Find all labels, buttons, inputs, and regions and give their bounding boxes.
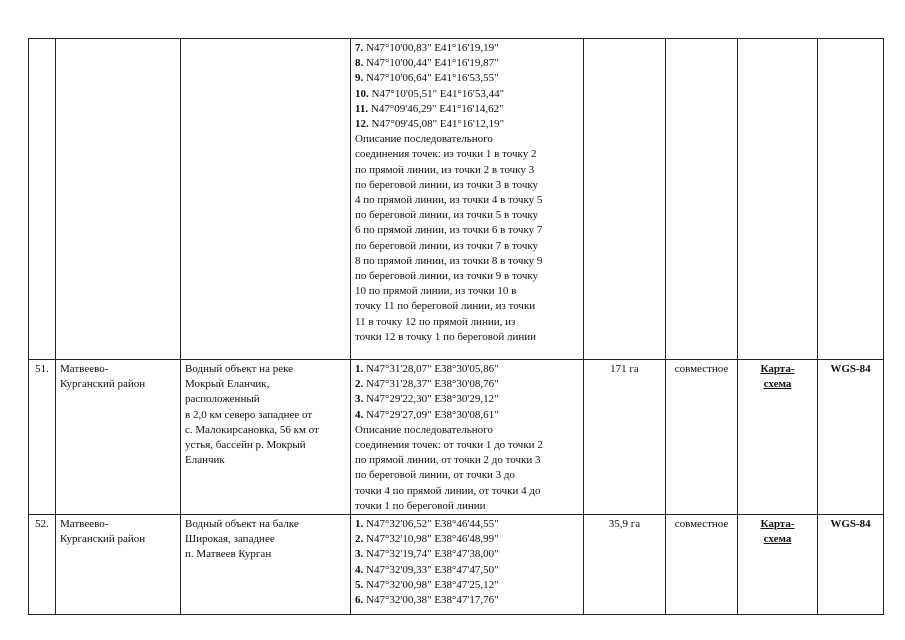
- text-line: соединения точек: от точки 1 до точки 2: [355, 439, 543, 452]
- text-line: 4 по прямой линии, из точки 4 в точку 5: [355, 194, 543, 207]
- coordinate-point: [355, 41, 579, 56]
- cell-area: [584, 39, 666, 360]
- text-line: Водный объект на балке: [185, 518, 299, 531]
- point-coordinates: N47°29'27,09" E38°30'08,61": [363, 408, 499, 421]
- coordinate-point: [355, 362, 579, 377]
- cell-use-type: [666, 39, 738, 360]
- row-number: 51.: [29, 360, 56, 515]
- text-line: Водный объект на реке: [185, 363, 294, 375]
- coordinate-points-list: [355, 362, 579, 423]
- point-number: 2.: [355, 378, 364, 391]
- point-coordinates: N47°09'46,29" E41°16'14,62": [368, 102, 504, 115]
- point-coordinates: N47°09'45,08" E41°16'12,19": [368, 118, 505, 131]
- text-line: Описание последовательного: [355, 133, 493, 146]
- use-type: совместное: [666, 360, 738, 515]
- table-row: [29, 360, 884, 515]
- cell-coordinates: [351, 515, 584, 615]
- water-objects-table: [28, 38, 884, 615]
- text-line: Еланчик: [185, 454, 225, 467]
- district-lines: [60, 362, 176, 392]
- text-line: Курганский район: [60, 533, 146, 546]
- text-line: по береговой линии, от точки 3 до: [355, 469, 516, 482]
- point-coordinates: N47°32'10,98" E38°46'48,99": [363, 533, 499, 546]
- text-line: Курганский район: [60, 378, 146, 391]
- text-line: Описание последовательного: [355, 423, 493, 436]
- coordinate-point: [355, 377, 579, 392]
- text-line: 10 по прямой линии, из точки 10 в: [355, 285, 517, 298]
- text-line: схема: [763, 533, 792, 546]
- water-object-description: [181, 515, 351, 615]
- text-line: по береговой линии, из точки 5 в точку: [355, 209, 539, 222]
- object-lines: [185, 517, 346, 563]
- object-lines: [185, 362, 346, 468]
- coordinate-system: WGS-84: [818, 360, 884, 515]
- coordinate-point: [355, 547, 579, 562]
- text-line: Матвеево-: [60, 363, 109, 375]
- text-line: точки 12 в точку 1 по береговой линии: [355, 330, 537, 343]
- text-line: расположенный: [185, 393, 260, 406]
- text-line: схема: [763, 378, 792, 391]
- cell-map: [738, 360, 818, 515]
- coordinate-point: [355, 392, 579, 407]
- coordinate-point: [355, 117, 579, 132]
- point-number: 2.: [355, 533, 364, 546]
- point-coordinates: N47°10'00,83" E41°16'19,19": [363, 42, 499, 54]
- text-line: точки 4 по прямой линии, от точки 4 до: [355, 484, 541, 497]
- point-coordinates: N47°10'00,44" E41°16'19,87": [363, 57, 499, 70]
- point-coordinates: N47°31'28,07" E38°30'05,86": [363, 363, 499, 375]
- text-line: точку 11 по береговой линии, из точки: [355, 300, 536, 313]
- coordinate-point: [355, 87, 579, 102]
- point-number: 9.: [355, 72, 364, 85]
- text-line: соединения точек: из точки 1 в точку 2: [355, 148, 537, 161]
- coordinate-point: [355, 517, 579, 532]
- text-line: по береговой линии, из точки 7 в точку: [355, 239, 539, 252]
- district-lines: [60, 517, 176, 547]
- cell-coordinates: [351, 360, 584, 515]
- text-line: 11 в точку 12 по прямой линии, из: [355, 315, 516, 328]
- point-number: 11.: [355, 102, 369, 115]
- table-row: [29, 515, 884, 615]
- text-line: с. Малокирсановка, 56 км от: [185, 423, 319, 436]
- cell-map: [738, 515, 818, 615]
- point-coordinates: N47°32'09,33" E38°47'47,50": [363, 563, 499, 576]
- text-line: Матвеево-: [60, 518, 109, 531]
- cell-object: [181, 39, 351, 360]
- point-coordinates: N47°10'05,51" E41°16'53,44": [368, 87, 505, 100]
- point-number: 8.: [355, 57, 364, 70]
- coordinate-points-list: [355, 517, 579, 608]
- point-number: 1.: [355, 518, 364, 531]
- use-type: совместное: [666, 515, 738, 615]
- area-value: 35,9 га: [584, 515, 666, 615]
- cell-map: [738, 39, 818, 360]
- point-number: 1.: [355, 363, 364, 375]
- point-coordinates: N47°10'06,64" E41°16'53,55": [363, 72, 499, 85]
- text-line: по прямой линии, от точки 2 до точки 3: [355, 454, 541, 467]
- text-line: Карта-: [760, 363, 795, 375]
- point-coordinates: N47°29'22,30" E38°30'29,12": [363, 393, 499, 406]
- district-name: [56, 360, 181, 515]
- point-number: 5.: [355, 578, 364, 591]
- text-line: точки 1 по береговой линии: [355, 499, 486, 512]
- coordinate-point: [355, 102, 579, 117]
- text-line: Широкая, западнее: [185, 533, 275, 546]
- text-line: в 2,0 км северо западнее от: [185, 408, 313, 421]
- text-line: по береговой линии, из точки 3 в точку: [355, 178, 539, 191]
- text-line: Мокрый Еланчик,: [185, 378, 270, 391]
- coordinate-point: [355, 71, 579, 86]
- row-number: 52.: [29, 515, 56, 615]
- coordinate-point: [355, 593, 579, 608]
- coordinate-points-list: [355, 41, 579, 132]
- point-coordinates: N47°32'00,98" E38°47'25,12": [363, 578, 499, 591]
- connection-description: [355, 132, 579, 345]
- water-object-description: [181, 360, 351, 515]
- district-name: [56, 515, 181, 615]
- area-value: 171 га: [584, 360, 666, 515]
- coordinate-point: [355, 408, 579, 423]
- text-line: устья, бассейн р. Мокрый: [185, 439, 306, 452]
- point-number: 6.: [355, 594, 364, 607]
- text-line: по прямой линии, из точки 2 в точку 3: [355, 163, 535, 176]
- cell-num: [29, 39, 56, 360]
- point-number: 12.: [355, 118, 369, 131]
- map-scheme-link[interactable]: [760, 517, 794, 547]
- cell-coordinates: [351, 39, 584, 360]
- point-coordinates: N47°32'19,74" E38°47'38,00": [363, 548, 499, 561]
- point-number: 3.: [355, 548, 364, 561]
- table-row-continuation: [29, 39, 884, 360]
- coordinate-point: [355, 532, 579, 547]
- coordinate-system: WGS-84: [818, 515, 884, 615]
- point-number: 4.: [355, 408, 364, 421]
- point-coordinates: N47°32'00,38" E38°47'17,76": [363, 594, 499, 607]
- cell-coord-system: [818, 39, 884, 360]
- text-line: 8 по прямой линии, из точки 8 в точку 9: [355, 254, 543, 267]
- connection-description: [355, 423, 579, 514]
- point-coordinates: N47°32'06,52" E38°46'44,55": [363, 518, 499, 531]
- coordinate-point: [355, 578, 579, 593]
- coordinate-point: [355, 563, 579, 578]
- point-number: 4.: [355, 563, 364, 576]
- text-line: Карта-: [760, 518, 795, 531]
- cell-district: [56, 39, 181, 360]
- point-number: 3.: [355, 393, 364, 406]
- point-number: 10.: [355, 87, 369, 100]
- text-line: по береговой линии, из точки 9 в точку: [355, 270, 539, 283]
- map-scheme-link[interactable]: [760, 362, 794, 392]
- point-number: 7.: [355, 42, 364, 54]
- text-line: п. Матвеев Курган: [185, 548, 272, 561]
- text-line: 6 по прямой линии, из точки 6 в точку 7: [355, 224, 543, 237]
- point-coordinates: N47°31'28,37" E38°30'08,76": [363, 378, 499, 391]
- coordinate-point: [355, 56, 579, 71]
